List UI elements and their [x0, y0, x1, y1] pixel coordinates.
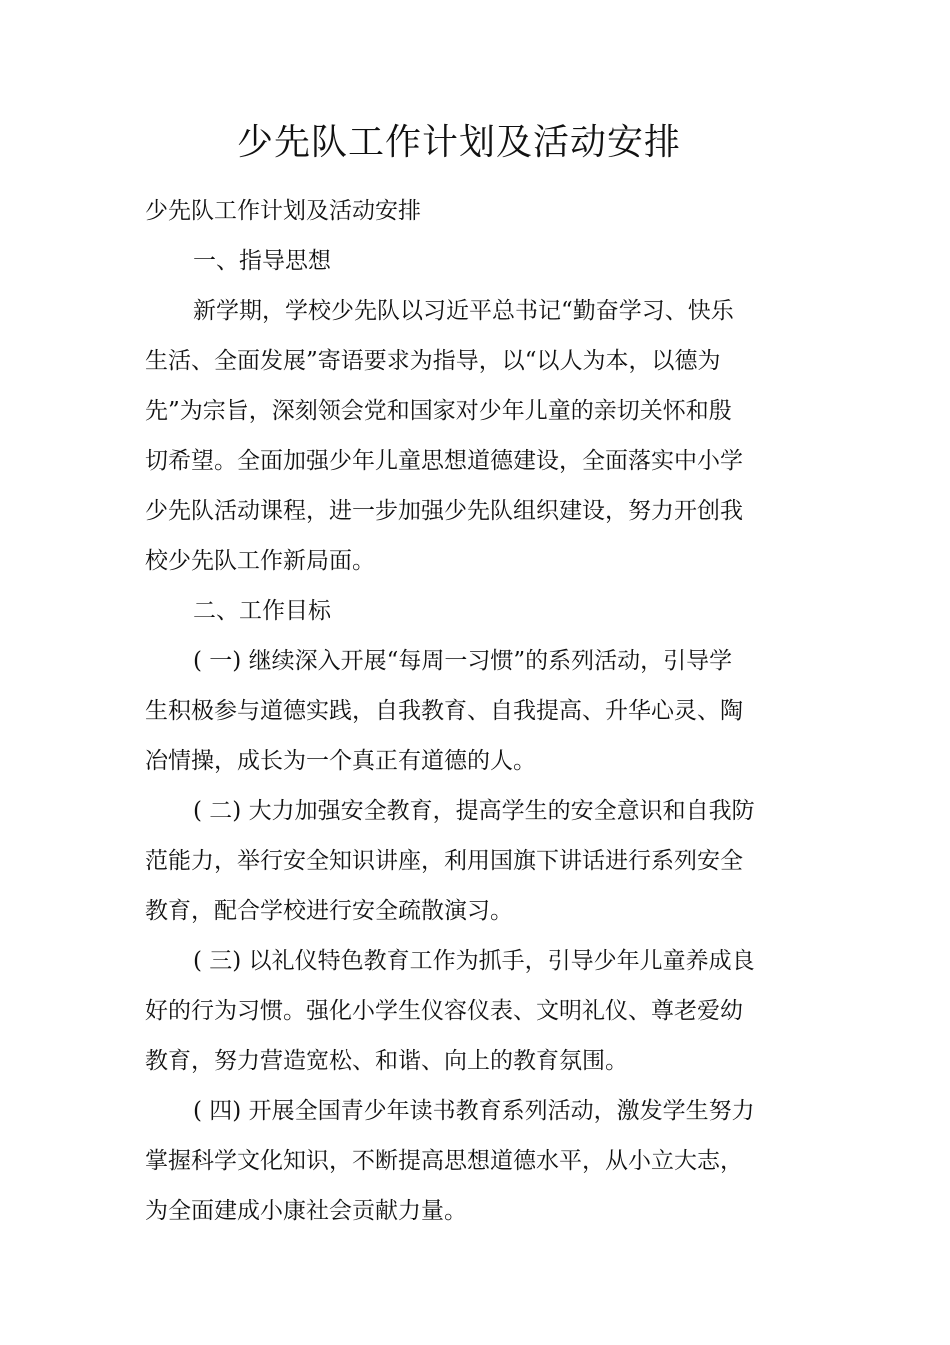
text-line: 新学期，学校少先队以习近平总书记“勤奋学习、快乐	[193, 298, 734, 324]
document-title: 少先队工作计划及活动安排	[236, 122, 681, 163]
text-line: 先”为宗旨，深刻领会党和国家对少年儿童的亲切关怀和殷	[145, 398, 732, 424]
text-line: 好的行为习惯。强化小学生仪容仪表、文明礼仪、尊老爱幼	[145, 998, 743, 1024]
text-line: 教育，配合学校进行安全疏散演习。	[145, 898, 513, 924]
text-line: 一、指导思想	[193, 248, 331, 274]
text-line: 范能力，举行安全知识讲座，利用国旗下讲话进行系列安全	[145, 848, 743, 874]
text-line: ( 三) 以礼仪特色教育工作为抓手，引导少年儿童养成良	[193, 948, 755, 974]
text-line: 冶情操，成长为一个真正有道德的人。	[145, 748, 536, 774]
text-line: 生活、全面发展”寄语要求为指导，以“以人为本，以德为	[145, 348, 721, 374]
text-line: ( 二) 大力加强安全教育，提高学生的安全意识和自我防	[193, 798, 755, 824]
text-line: 二、工作目标	[193, 598, 331, 624]
text-line: 少先队活动课程，进一步加强少先队组织建设，努力开创我	[145, 498, 743, 524]
text-line: 生积极参与道德实践，自我教育、自我提高、升华心灵、陶	[145, 698, 743, 724]
text-line: 掌握科学文化知识，不断提高思想道德水平，从小立大志，	[145, 1148, 743, 1174]
paragraph-lines	[145, 236, 755, 1236]
text-line: 切希望。全面加强少年儿童思想道德建设，全面落实中小学	[145, 448, 743, 474]
text-line: ( 一) 继续深入开展“每周一习惯”的系列活动，引导学	[193, 648, 733, 674]
text-line: 教育，努力营造宽松、和谐、向上的教育氛围。	[145, 1048, 628, 1074]
text-line: 为全面建成小康社会贡献力量。	[145, 1198, 467, 1224]
text-line: 校少先队工作新局面。	[145, 548, 375, 574]
document-body	[145, 186, 755, 1236]
text-line: ( 四) 开展全国青少年读书教育系列活动，激发学生努力	[193, 1098, 755, 1124]
document-subtitle: 少先队工作计划及活动安排	[145, 198, 421, 224]
